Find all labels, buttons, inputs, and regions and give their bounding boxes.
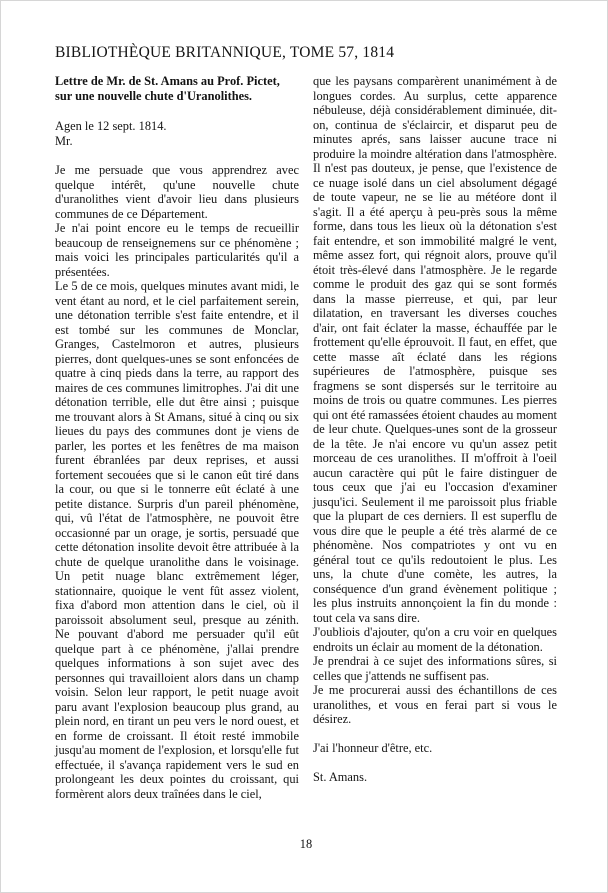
paragraph: Je me persuade que vous apprendrez avec quelque intérêt, qu'une nouvelle chute d'uranolithes vient d'avoir lieu dans plusieurs communes de ce Département. [55,163,299,221]
dateline: Agen le 12 sept. 1814. [55,119,167,133]
paragraph: Le 5 de ce mois, quelques minutes avant midi, le vent étant au nord, et le ciel parfaitement serein, une détonation terrible s'est faite entendre, et il est tombé sur les communes de Monclar, Granges, Castelmoron et autres, plusieurs pierres, dont quelques-unes se sont enfoncées de quatre à cinq pieds dans la terre, au rapport des maires de ces communes limitrophes. J'ai dit une détonation terrible, elle dut être ainsi ; puisque me trouvant alors à St Amans, situé à cinq ou six lieues du pays des communes dont je viens de parler, les portes et les fenêtres de ma maison furent ébranlées par deux reprises, et aussi fortement secouées que si le canon eût tiré dans la cour, ou que si le tonnerre eût éclaté à une petite distance. Surpris d'un pareil phénomène, qui, vû l'état de l'atmosphère, ne pouvoit être occasionné par un orage, je sortis, persuadé que cette détonation insolite devoit être attribuée à la chute de quelque uranolithe dans le voisinage. Un petit nuage blanc extrêmement léger, stationnaire, quoique le vent fût assez violent, fixa d'abord mon attention dans le ciel, où il paroissoit absolument seul, presque au zénith. Ne pouvant d'abord me persuader qu'il eût quelque part à ce phénomène, j'allai prendre quelques informations à son sujet avec des personnes qui travailloient alors dans un champ voisin. Selon leur rapport, le petit nuage avoit paru avant l'explosion beaucoup plus grand, au plein nord, en tirant un peu vers le nord ouest, et en forme de croissant. Il étoit resté immobile jusqu'au moment de l'explosion, et lorsqu'elle fut effectuée, il s'avança rapidement vers le sud en prolongeant les deux pointes du croissant, qui formèrent alors deux traînées dans le ciel, [55,279,299,801]
salutation: Mr. [55,133,73,148]
paragraph: Je me procurerai aussi des échantillons de ces uranolithes, et vous en ferai part si vous le désirez. [313,683,557,726]
letter-heading: Lettre de Mr. de St. Amans au Prof. Pictet, sur une nouvelle chute d'Uranolithes. [55,74,280,103]
page-header-title: BIBLIOTHÈQUE BRITANNIQUE, TOME 57, 1814 [55,44,395,61]
page-number: 18 [299,837,313,851]
left-column [55,74,299,801]
paragraph: que les paysans comparèrent unanimément à de longues cordes. Au surplus, cette apparence nébuleuse, déjà considérablement diminuée, dit-on, continua de s'éclaircir, et disparut peu de minutes aprés, sans laisser aucune trace ni produire la moindre altération dans l'atmosphère. Il n'est pas douteux, je pense, que l'existence de ce nuage isolé dans un ciel absolument dégagé de toute vapeur, ne se lie au météore dont il s'agit. Il a été aperçu à peu-près sous la même forme, dans tous les lieux où la détonation s'est fait entendre, et son immobilité malgré le vent, même assez fort, qui régnoit alors, prouve qu'il étoit très-élevé dans l'atmosphère. Je le regarde comme le produit des gaz qui se sont formés dans la masse pierreuse, et qui, par leur dilatation, en traversant les diverses couches d'air, ont fait éclater la masse, échauffée par le frottement qu'elle éprouvoit. Il faut, en effet, que cette masse aît éclaté dans les régions supérieures de l'atmosphère, puisque ses fragmens se sont dispersés sur le territoire au moins de trois ou quatre communes. Les pierres qui ont été ramassées étoient chaudes au moment de leur chute. Quelques-unes sont de la grosseur de la tête. Je n'ai encore vu qu'un assez petit morceau de ces uranolithes. II m'offroit à l'oeil aucun caractère qui pût le faire distinguer de tous ceux que j'ai eu l'occasion d'examiner jusqu'ici. Seulement il me paroissoit plus friable que la plupart de ces derniers. Il est superflu de vous dire que le peuple a été très alarmé de ce phénomène. Nos compatriotes y ont vu en général tout ce qu'ils redoutoient le plus. Les uns, la chute d'une comète, les autres, la conséquence d'un grand évènement politique ; les plus instruits annonçoient la fin du monde : tout cela va sans dire. [313,74,557,625]
right-column-paragraphs [313,74,557,727]
paragraph: Je n'ai point encore eu le temps de recueillir beaucoup de renseignemens sur ce phénomène ; mais voici les principales particularités qu'il a présentées. [55,221,299,279]
right-column [313,74,557,801]
left-column-paragraphs [55,163,299,801]
closing-line: J'ai l'honneur d'être, etc. [313,741,433,755]
two-column-text-block [55,74,557,801]
dateline-block [55,119,299,148]
signature-line: St. Amans. [313,770,368,784]
paragraph: J'oubliois d'ajouter, qu'on a cru voir en quelques endroits un éclair au moment de la détonation. [313,625,557,654]
paragraph: Je prendrai à ce sujet des informations sûres, si celles que j'attends ne suffisent pas. [313,654,557,683]
